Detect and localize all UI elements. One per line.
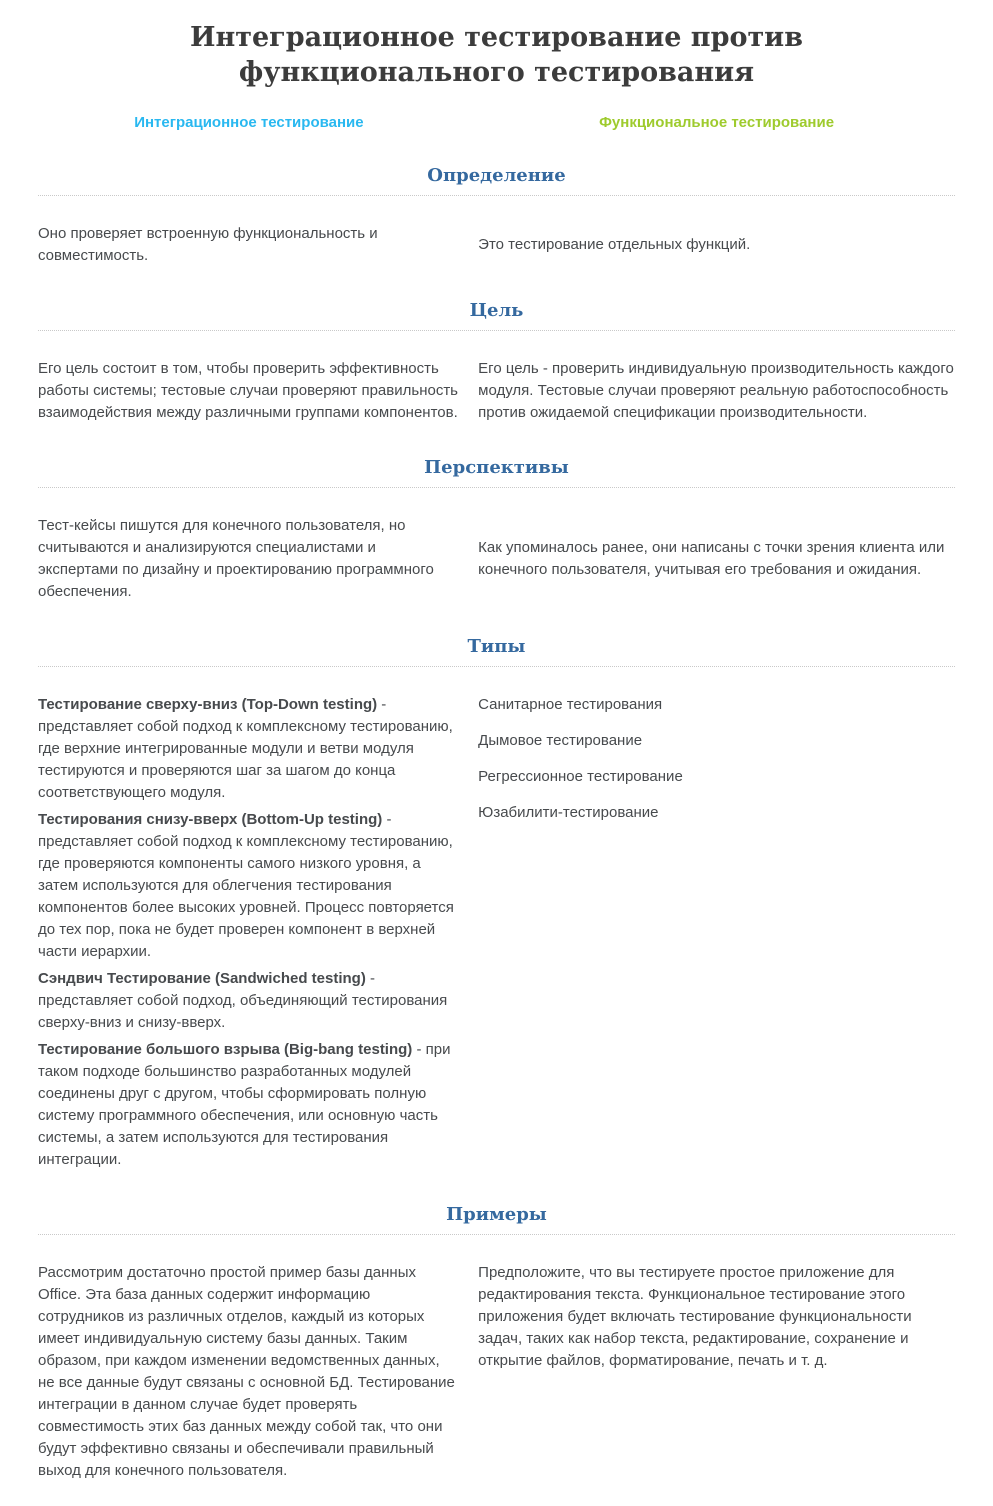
section-examples <box>38 1203 955 1482</box>
section-title-definition: Определение <box>38 164 955 196</box>
paragraph <box>38 515 460 603</box>
section-definition <box>38 164 955 267</box>
section-perspectives <box>38 456 955 603</box>
paragraph-text: Его цель состоит в том, чтобы проверить эффективность работы системы; тестовые случаи проверяют правильность взаимодействия между различными группами компонентов. <box>38 360 458 421</box>
integration-examples-cell <box>38 1262 460 1482</box>
paragraph-text: - представляет собой подход к комплексному тестированию, где верхние интегрированные модули и ветви модуля тестируются и проверяются шаг за шагом до конца соответствующего модуля. <box>38 696 453 801</box>
integration-perspectives-cell <box>38 515 460 603</box>
section-goal <box>38 299 955 424</box>
functional-types-cell <box>478 694 955 838</box>
paragraph-text: Тест-кейсы пишутся для конечного пользователя, но считываются и анализируются специалистами и экспертами по дизайну и проектированию программного обеспечения. <box>38 517 434 600</box>
paragraph <box>38 358 460 424</box>
list-item-text: Дымовое тестирование <box>478 732 643 749</box>
paragraph <box>38 223 460 267</box>
column-headers-row <box>38 114 955 132</box>
paragraph <box>38 694 460 804</box>
section-title-goal: Цель <box>38 299 955 331</box>
column-header-integration: Интеграционное тестирование <box>134 114 364 131</box>
paragraph <box>38 968 460 1034</box>
paragraph-text: Как упоминалось ранее, они написаны с точки зрения клиента или конечного пользователя, учитывая его требования и ожидания. <box>478 539 945 578</box>
paragraph <box>38 809 460 963</box>
list-item <box>478 694 955 716</box>
section-title-types: Типы <box>38 635 955 667</box>
section-title-perspectives: Перспективы <box>38 456 955 488</box>
section-row <box>38 1235 955 1482</box>
paragraph <box>478 358 955 424</box>
paragraph-text: - представляет собой подход, объединяющий тестирования сверху-вниз и снизу-вверх. <box>38 970 448 1031</box>
paragraph-lead: Тестирование сверху-вниз (Top-Down testing) <box>38 696 378 713</box>
section-row <box>38 331 955 424</box>
column-header-functional: Функциональное тестирование <box>599 114 835 131</box>
list-item <box>478 730 955 752</box>
list-item-text: Санитарное тестирования <box>478 696 663 713</box>
paragraph-lead: Тестирование большого взрыва (Big-bang testing) <box>38 1041 413 1058</box>
section-row <box>38 196 955 267</box>
paragraph-text: Оно проверяет встроенную функциональность и совместимость. <box>38 225 378 264</box>
paragraph-text: Предположите, что вы тестируете простое приложение для редактирования текста. Функциональное тестирование этого приложения будет включать тестирование функциональности задач, таких как набор текста, редактирование, сохранение и открытие файлов, форматирование, печать и т. д. <box>478 1264 912 1369</box>
paragraph-lead: Тестирования снизу-вверх (Bottom-Up testing) <box>38 811 383 828</box>
section-row <box>38 667 955 1171</box>
integration-types-cell <box>38 694 460 1171</box>
section-title-examples: Примеры <box>38 1203 955 1235</box>
paragraph-lead: Сэндвич Тестирование (Sandwiched testing) <box>38 970 366 987</box>
functional-goal-cell <box>478 358 955 424</box>
paragraph-text: - при таком подходе большинство разработанных модулей соединены друг с другом, чтобы сформировать полную систему программного обеспечения, или основную часть системы, а затем используются для тестирования интеграции. <box>38 1041 451 1168</box>
paragraph-text: Его цель - проверить индивидуальную производительность каждого модуля. Тестовые случаи проверяют реальную работоспособность против ожидаемой спецификации производительности. <box>478 360 954 421</box>
integration-goal-cell <box>38 358 460 424</box>
paragraph <box>478 1262 955 1372</box>
functional-examples-cell <box>478 1262 955 1372</box>
functional-perspectives-cell <box>478 537 955 581</box>
paragraph-text: Это тестирование отдельных функций. <box>478 236 751 253</box>
section-types <box>38 635 955 1171</box>
paragraph <box>478 537 955 581</box>
paragraph-text: - представляет собой подход к комплексному тестированию, где проверяются компоненты самого низкого уровня, а затем используются для облегчения тестирования компонентов более высоких уровней. Процесс повторяется до тех пор, пока не будет проверен компонент в верхней части иерархии. <box>38 811 454 960</box>
paragraph-text: Рассмотрим достаточно простой пример базы данных Office. Эта база данных содержит информацию сотрудников из различных отделов, каждый из которых имеет индивидуальную систему базы данных. Таким образом, при каждом изменении ведомственных данных, не все данные будут связаны с основной БД. Тестирование интеграции в данном случае будет проверять совместимость этих баз данных между собой так, что они будут эффективно связаны и обеспечивали правильный выход для конечного пользователя. <box>38 1264 455 1479</box>
list-item-text: Регрессионное тестирование <box>478 768 683 785</box>
list-item <box>478 802 955 824</box>
paragraph <box>38 1262 460 1482</box>
integration-definition-cell <box>38 223 460 267</box>
list-item-text: Юзабилити-тестирование <box>478 804 659 821</box>
section-row <box>38 488 955 603</box>
paragraph <box>478 234 955 256</box>
functional-definition-cell <box>478 234 955 256</box>
page-title: Интеграционное тестирование против функционального тестирования <box>190 22 803 88</box>
paragraph <box>38 1039 460 1171</box>
list-item <box>478 766 955 788</box>
